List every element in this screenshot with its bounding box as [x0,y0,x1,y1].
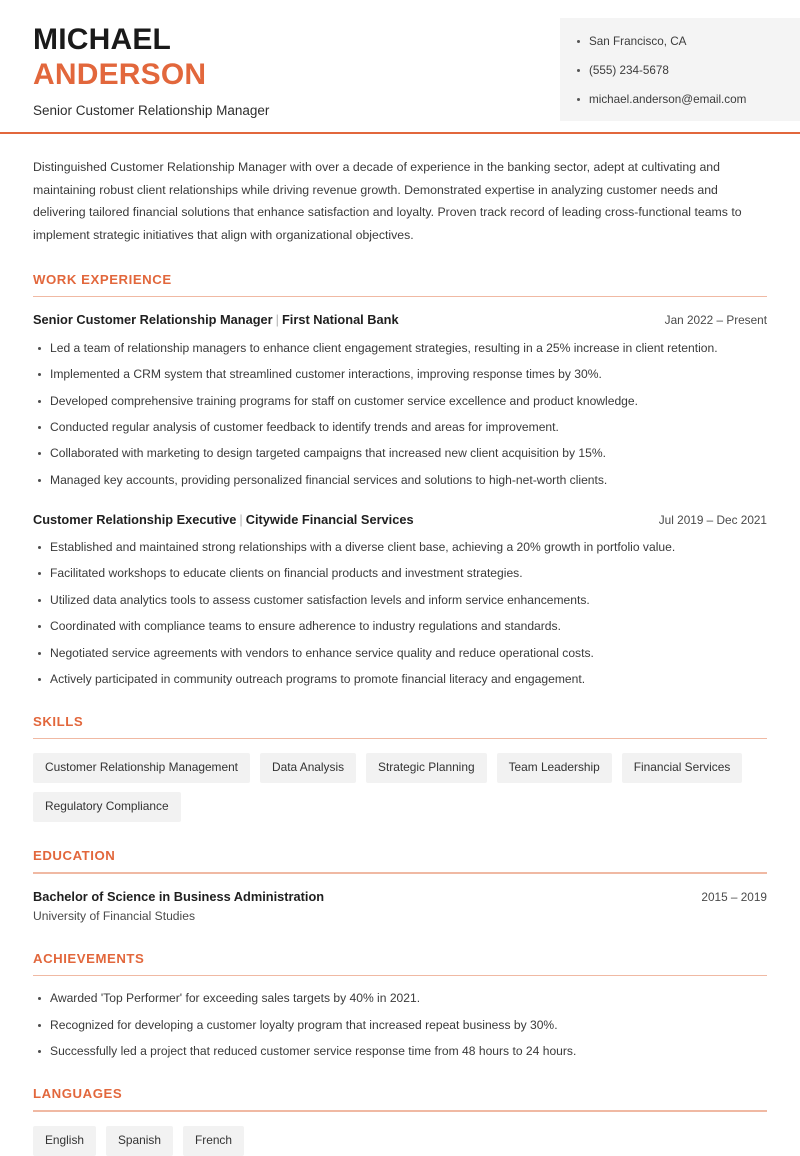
bullet-item: Managed key accounts, providing personalized financial services and solutions to high-net-worth clients. [33,472,767,489]
bullet-item: Developed comprehensive training programs for staff on customer service excellence and product knowledge. [33,393,767,410]
work-role: Customer Relationship Executive [33,511,237,527]
work-entry [33,311,767,488]
section-rule [33,738,767,740]
section-rule [33,296,767,298]
section-work-experience [33,272,767,688]
last-name: ANDERSON [33,58,207,92]
section-education [33,848,767,925]
education-entry [33,888,767,925]
section-title-education: EDUCATION [33,848,116,864]
bullet-item: Coordinated with compliance teams to ensure adherence to industry regulations and standards. [33,618,767,635]
bullet-item: Successfully led a project that reduced customer service response time from 48 hours to 24 hours. [33,1043,767,1060]
bullet-item: Facilitated workshops to educate clients on financial products and investment strategies. [33,565,767,582]
first-name: MICHAEL [33,23,172,56]
section-title-skills: SKILLS [33,713,84,729]
skill-chip: Regulatory Compliance [33,792,181,822]
work-entry [33,511,767,688]
bullet-item: Established and maintained strong relationships with a diverse client base, achieving a 20% growth in portfolio value. [33,539,767,556]
skill-chip: Team Leadership [497,753,612,783]
section-rule [33,975,767,977]
education-date: 2015 – 2019 [701,889,767,904]
contact-email: michael.anderson@email.com [576,92,786,108]
work-role: Senior Customer Relationship Manager [33,312,273,328]
contact-list [576,34,786,107]
bullet-item: Conducted regular analysis of customer feedback to identify trends and areas for improvement. [33,419,767,436]
work-company: First National Bank [281,312,399,328]
work-entry-header [33,311,767,328]
education-degree: Bachelor of Science in Business Administration [33,888,325,904]
section-achievements [33,951,767,1060]
language-chip: English [33,1126,96,1156]
section-languages [33,1086,767,1155]
section-rule [33,1110,767,1112]
bullet-item: Recognized for developing a customer loyalty program that increased repeat business by 30%. [33,1017,767,1034]
section-title-achievements: ACHIEVEMENTS [33,950,145,966]
work-entry-header [33,511,767,528]
title-separator: | [239,511,243,527]
skills-chip-list [33,753,767,822]
professional-summary: Distinguished Customer Relationship Manager with over a decade of experience in the banking sector, adept at cultivating and maintaining robust client relationships while driving revenue growth. Demonstrated expertise in analyzing customer needs and delivering tailored financial solutions that enhance satisfaction and loyalty. Proven track record of leading cross-functional teams to implement strategic initiatives that align with organizational objectives. [33,160,742,242]
skill-chip: Data Analysis [260,753,356,783]
resume-body [0,156,800,1155]
bullet-item: Led a team of relationship managers to enhance client engagement strategies, resulting in a 25% increase in client retention. [33,340,767,357]
skill-chip: Financial Services [622,753,742,783]
contact-box [560,18,800,121]
work-entry-date: Jul 2019 – Dec 2021 [658,512,767,527]
header-identity [0,0,560,119]
language-chip: French [183,1126,244,1156]
work-company: Citywide Financial Services [245,511,414,527]
bullet-item: Collaborated with marketing to design targeted campaigns that increased new client acquisition by 15%. [33,445,767,462]
languages-chip-list [33,1126,767,1156]
bullet-item: Implemented a CRM system that streamlined customer interactions, improving response times by 30%. [33,366,767,383]
skill-chip: Customer Relationship Management [33,753,250,783]
work-entry-title [33,511,414,528]
section-skills [33,714,767,822]
title-separator: | [275,312,279,328]
resume-header [0,0,800,121]
bullet-item: Actively participated in community outreach programs to promote financial literacy and engagement. [33,671,767,688]
language-chip: Spanish [106,1126,173,1156]
contact-phone: (555) 234-5678 [576,63,786,79]
education-entry-header [33,888,767,905]
bullet-item: Negotiated service agreements with vendors to enhance service quality and reduce operational costs. [33,645,767,662]
work-entry-title [33,311,399,328]
professional-title: Senior Customer Relationship Manager [33,102,270,118]
section-rule [33,872,767,874]
skill-chip: Strategic Planning [366,753,487,783]
work-entry-date: Jan 2022 – Present [664,313,767,328]
section-title-work-experience: WORK EXPERIENCE [33,271,172,287]
section-title-languages: LANGUAGES [33,1086,123,1102]
bullet-item: Utilized data analytics tools to assess customer satisfaction levels and inform service enhancements. [33,592,767,609]
bullet-item: Awarded 'Top Performer' for exceeding sales targets by 40% in 2021. [33,990,767,1007]
header-divider [0,132,800,134]
contact-location: San Francisco, CA [576,34,786,50]
achievements-bullets [33,990,767,1060]
education-institution: University of Financial Studies [33,909,195,924]
work-entry-bullets [33,340,767,489]
work-entry-bullets [33,539,767,688]
